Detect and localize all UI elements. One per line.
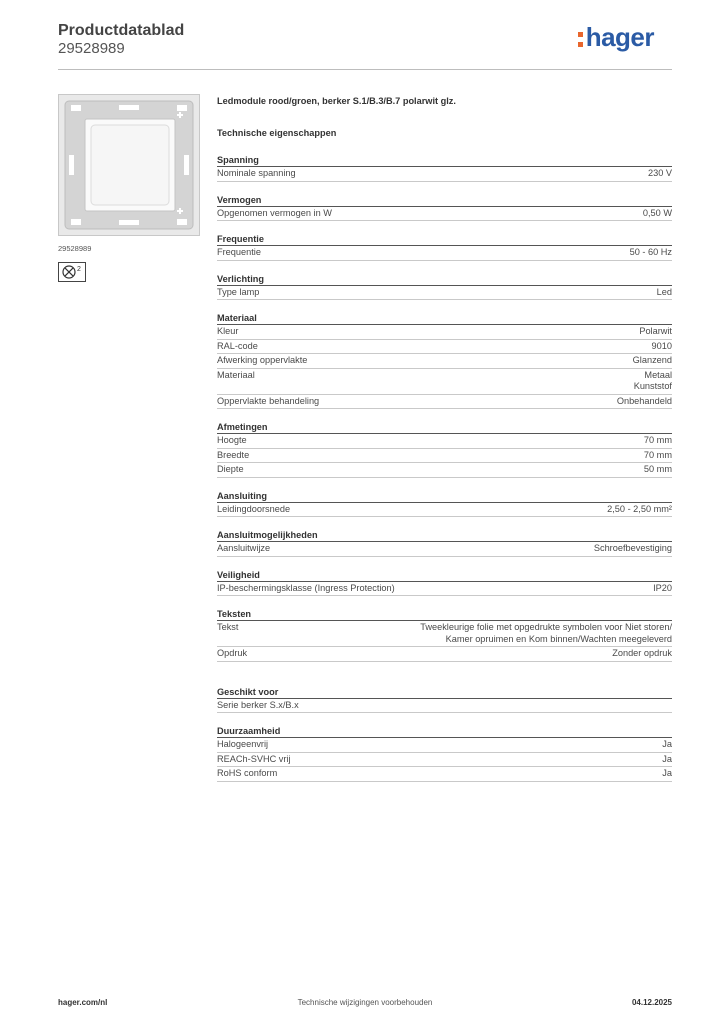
spec-value: Ja	[662, 768, 672, 778]
spec-value: Ja	[662, 753, 672, 764]
spec-label: Breedte	[217, 449, 250, 460]
spec-value: 230 V	[647, 168, 672, 178]
section-title: Teksten	[217, 608, 672, 621]
section-title: Aansluitmogelijkheden	[217, 529, 672, 542]
section-title: Materiaal	[217, 312, 672, 325]
spec-row	[217, 167, 672, 182]
spec-row	[217, 369, 672, 395]
spec-section	[217, 490, 672, 518]
footer-date: 04.12.2025	[631, 998, 672, 1007]
spec-label: Aansluitwijze	[217, 543, 271, 553]
spec-row	[217, 767, 672, 782]
section-title: Aansluiting	[217, 490, 672, 503]
spec-section	[217, 725, 672, 782]
section-title: Afmetingen	[217, 421, 672, 434]
spec-sections	[217, 154, 672, 782]
spec-value: 50 mm	[643, 464, 672, 474]
spec-row	[217, 738, 672, 753]
spec-row	[217, 699, 672, 714]
footer-note: Technische wijzigingen voorbehouden	[297, 998, 433, 1007]
spec-label: Halogeenvrij	[217, 739, 269, 749]
spec-section	[217, 312, 672, 409]
spec-value: Led	[656, 286, 672, 297]
spec-value: Zonder opdruk	[612, 648, 672, 658]
cert-superscript: 2	[77, 266, 81, 273]
spec-row	[217, 503, 672, 518]
spec-value: 70 mm	[643, 449, 672, 460]
section-title: Frequentie	[217, 233, 672, 246]
spec-value: Glanzend	[632, 355, 672, 365]
spec-section	[217, 194, 672, 222]
page-title: Productdatablad	[58, 22, 185, 39]
switch-module-illustration	[59, 95, 199, 235]
spec-label: RoHS conform	[217, 768, 278, 778]
spec-section	[217, 273, 672, 301]
spec-label: Opgenomen vermogen in W	[217, 207, 332, 218]
spec-row	[217, 395, 672, 410]
section-title: Veiligheid	[217, 569, 672, 582]
spec-label: Oppervlakte behandeling	[217, 395, 320, 406]
spec-row	[217, 340, 672, 355]
spec-row	[217, 325, 672, 340]
spec-label: Frequentie	[217, 247, 261, 257]
spec-row	[217, 542, 672, 557]
spec-label: Hoogte	[217, 435, 247, 445]
page-header	[58, 22, 672, 70]
spec-section	[217, 686, 672, 714]
spec-section	[217, 233, 672, 261]
spec-section	[217, 569, 672, 597]
spec-label: Type lamp	[217, 286, 260, 297]
spec-label: REACh-SVHC vrij	[217, 753, 291, 764]
spec-row	[217, 582, 672, 597]
spec-content	[217, 92, 672, 782]
spec-row	[217, 246, 672, 261]
spec-label: Opdruk	[217, 648, 248, 658]
logo-text: hager	[585, 22, 654, 52]
section-title: Verlichting	[217, 273, 672, 286]
spec-label: IP-beschermingsklasse (Ingress Protection)	[217, 582, 395, 593]
spec-row	[217, 647, 672, 662]
image-caption: 29528989	[58, 244, 92, 253]
spec-row	[217, 207, 672, 222]
spec-label: Serie berker S.x/B.x	[217, 699, 299, 710]
tech-heading: Technische eigenschappen	[217, 128, 337, 138]
spec-value: Onbehandeld	[616, 395, 672, 406]
section-title: Geschikt voor	[217, 686, 672, 699]
spec-label: RAL-code	[217, 340, 258, 351]
spec-label: Materiaal	[217, 369, 255, 380]
spec-section	[217, 421, 672, 478]
spec-row	[217, 463, 672, 478]
spec-value: 2,50 - 2,50 mm²	[607, 503, 672, 514]
section-title: Vermogen	[217, 194, 672, 207]
spec-section	[217, 529, 672, 557]
spec-label: Tekst	[217, 622, 239, 632]
spec-label: Afwerking oppervlakte	[217, 355, 308, 365]
spec-label: Nominale spanning	[217, 168, 296, 178]
logo-dots	[578, 32, 583, 48]
product-code: 29528989	[58, 40, 125, 57]
section-title: Spanning	[217, 154, 672, 167]
spec-label: Diepte	[217, 464, 244, 474]
spec-row	[217, 434, 672, 449]
spec-value: Polarwit	[639, 326, 672, 336]
spec-row	[217, 449, 672, 464]
spec-value: 9010	[651, 340, 672, 351]
spec-section	[217, 154, 672, 182]
spec-value: Metaal Kunststof	[633, 369, 672, 391]
section-title: Duurzaamheid	[217, 725, 672, 738]
spec-value: 70 mm	[643, 435, 672, 445]
spec-value: Schroefbevestiging	[593, 543, 672, 553]
spec-row	[217, 621, 672, 647]
footer-site-link[interactable]: hager.com/nl	[58, 998, 108, 1007]
spec-value: 50 - 60 Hz	[629, 247, 672, 257]
spec-section	[217, 608, 672, 662]
spec-value: Tweekleurige folie met opgedrukte symbolen voor Niet storen/ Kamer opruimen en Kom binnen/Wachten meegeleverd	[420, 622, 672, 644]
spec-row	[217, 753, 672, 768]
lamp-cert-icon	[58, 262, 86, 282]
spec-row	[217, 286, 672, 301]
spec-label: Kleur	[217, 326, 239, 336]
spec-row	[217, 354, 672, 369]
product-description: Ledmodule rood/groen, berker S.1/B.3/B.7 polarwit glz.	[217, 96, 456, 106]
product-image	[58, 94, 200, 236]
hager-logo	[586, 22, 654, 53]
spec-label: Leidingdoorsnede	[217, 503, 291, 514]
spec-value: Ja	[662, 739, 672, 749]
spec-value: 0,50 W	[642, 207, 672, 218]
spec-value: IP20	[653, 582, 672, 593]
